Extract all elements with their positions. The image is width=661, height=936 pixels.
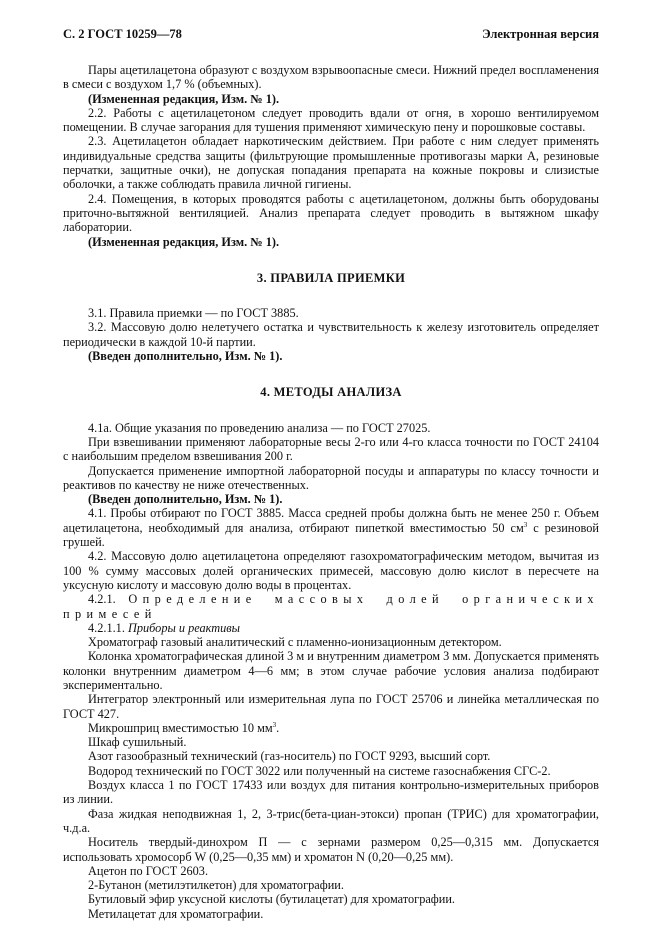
microsyringe-tail: . bbox=[276, 720, 280, 735]
amendment-note: (Измененная редакция, Изм. № 1). bbox=[88, 91, 280, 106]
page-header-left: С. 2 ГОСТ 10259—78 bbox=[63, 27, 182, 41]
amendment-note: (Введен дополнительно, Изм. № 1). bbox=[88, 492, 283, 507]
subsection-number: 4.2.1. bbox=[88, 592, 129, 607]
page-header bbox=[63, 26, 599, 42]
paragraph-4-1 bbox=[63, 506, 599, 549]
paragraph-hydrogen: Водород технический по ГОСТ 3022 или полученный на системе газоснабжения СГС-2. bbox=[88, 763, 551, 778]
paragraph-vapors: Пары ацетилацетона образуют с воздухом взрывоопасные смеси. Нижний предел воспламенения в смеси с воздухом 1,7 % (объемных). bbox=[63, 63, 599, 92]
paragraph-integrator: Интегратор электронный или измерительная лупа по ГОСТ 25706 и линейка металлическая по ГОСТ 427. bbox=[63, 692, 599, 721]
superscript: 3 bbox=[272, 720, 277, 729]
subsection-title: Приборы и реактивы bbox=[127, 620, 240, 635]
paragraph-3-2: 3.2. Массовую долю нелетучего остатка и чувствительность к железу изготовитель определяет периодически в каждой 10-й партии. bbox=[63, 320, 599, 349]
subsection-number: 4.2.1.1. bbox=[88, 620, 128, 635]
section-4-title: 4. МЕТОДЫ АНАЛИЗА bbox=[260, 385, 402, 400]
section-3-title: 3. ПРАВИЛА ПРИЕМКИ bbox=[256, 270, 406, 285]
paragraph-chromatograph: Хроматограф газовый аналитический с пламенно-ионизационным детектором. bbox=[88, 635, 502, 650]
paragraph-butanone: 2-Бутанон (метилэтилкетон) для хроматографии. bbox=[88, 878, 344, 893]
paragraph-carrier: Носитель твердый-динохром П — с зернами размером 0,25—0,315 мм. Допускается использовать хромосорб W (0,25—0,35 мм) и хроматон N (0,20—0,25 мм). bbox=[63, 835, 599, 864]
paragraph-microsyringe bbox=[63, 721, 599, 735]
paragraph-nitrogen: Азот газообразный технический (газ-носитель) по ГОСТ 9293, высший сорт. bbox=[88, 749, 491, 764]
paragraph-butylacetate: Бутиловый эфир уксусной кислоты (бутилацетат) для хроматографии. bbox=[88, 892, 456, 907]
document-page bbox=[63, 26, 599, 921]
paragraph-weighing: При взвешивании применяют лабораторные весы 2-го или 4-го класса точности по ГОСТ 24104 с наибольшим пределом взвешивания 200 г. bbox=[63, 434, 599, 464]
paragraph-methylacetate: Метилацетат для хроматографии. bbox=[88, 906, 264, 921]
paragraph-3-1: 3.1. Правила приемки — по ГОСТ 3885. bbox=[88, 306, 299, 321]
superscript: 3 bbox=[523, 520, 528, 529]
paragraph-4-1a: 4.1а. Общие указания по проведению анализа — по ГОСТ 27025. bbox=[88, 420, 431, 435]
paragraph-2-3: 2.3. Ацетилацетон обладает наркотическим действием. При работе с ним следует применять индивидуальные средства защиты (фильтрующие промышленные противогазы марки А, резиновые перчатки, защитные очки), не допуская попадания препарата на кожные покровы и слизистые оболочки, а также соблюдать правила личной гигиены. bbox=[63, 134, 599, 192]
page-header-right: Электронная версия bbox=[482, 27, 599, 41]
microsyringe-text: Микрошприц вместимостью 10 мм bbox=[88, 720, 273, 735]
paragraph-4-2-1-1 bbox=[63, 621, 599, 635]
paragraph-4-1-text: 4.1. Пробы отбирают по ГОСТ 3885. Масса средней пробы должна быть не менее 250 г. Объем ацетилацетона, необходимый для анализа, отбирают пипеткой вместимостью 50 см bbox=[63, 506, 599, 535]
paragraph-2-4: 2.4. Помещения, в которых проводятся работы с ацетилацетоном, должны быть оборудованы приточно-вытяжной вентиляцией. Анализ препарата следует проводить в вытяжном шкафу лаборатории. bbox=[63, 191, 599, 235]
paragraph-4-2-1 bbox=[63, 592, 599, 621]
amendment-note: (Измененная редакция, Изм. № 1). bbox=[88, 234, 280, 249]
paragraph-4-2: 4.2. Массовую долю ацетилацетона определяют газохроматографическим методом, вычитая из 100 % сумму массовых долей органических примесей, массовую долю кислот в пересчете на уксусную кислоту и массовую долю воды в процентах. bbox=[63, 549, 599, 592]
subsection-title: Определение массовых долей органических примесей bbox=[63, 592, 599, 621]
amendment-note: (Введен дополнительно, Изм. № 1). bbox=[88, 349, 283, 364]
paragraph-4-1-tail: с резиновой грушей. bbox=[63, 520, 599, 550]
paragraph-2-2: 2.2. Работы с ацетилацетоном следует проводить вдали от огня, в хорошо вентилируемом помещении. В случае загорания для тушения применяют химическую пену и порошковые составы. bbox=[63, 105, 599, 135]
paragraph-phase: Фаза жидкая неподвижная 1, 2, 3-трис(бета-циан-этокси) пропан (ТРИС) для хроматографии, ч.д.а. bbox=[63, 806, 599, 835]
paragraph-oven: Шкаф сушильный. bbox=[88, 735, 187, 750]
document-body bbox=[63, 63, 599, 921]
paragraph-air: Воздух класса 1 по ГОСТ 17433 или воздух для питания контрольно-измерительных приборов из линии. bbox=[63, 778, 599, 807]
paragraph-acetone: Ацетон по ГОСТ 2603. bbox=[88, 863, 209, 878]
paragraph-column: Колонка хроматографическая длиной 3 м и внутренним диаметром 3 мм. Допускается применять колонки внутренним диаметром 4—6 мм; в этом случае рабочие условия анализа подбирают экспериментально. bbox=[63, 649, 599, 692]
paragraph-import: Допускается применение импортной лабораторной посуды и аппаратуры по классу точности и реактивов по качеству не ниже отечественных. bbox=[63, 463, 599, 492]
